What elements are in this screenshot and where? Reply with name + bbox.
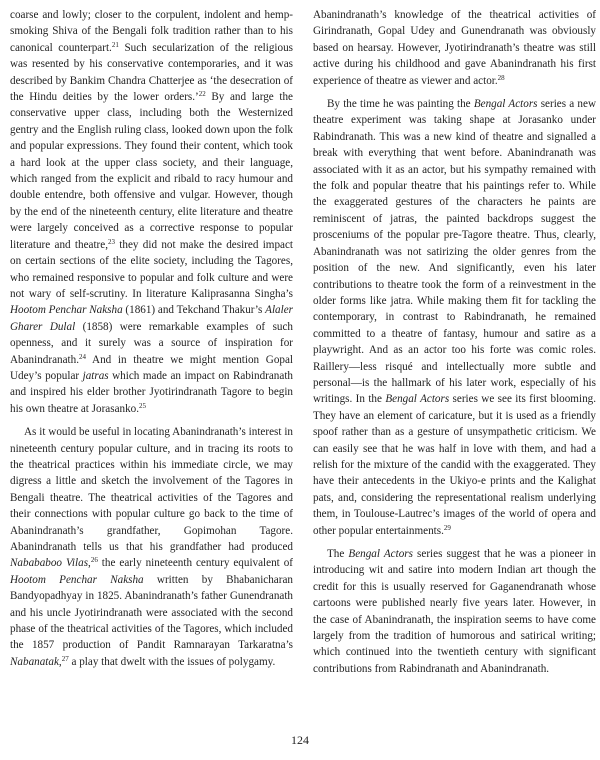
paragraph: coarse and lowly; closer to the corpulent, indolent and hemp-smoking Shiva of the Bengali folk tradition rather than to his canonical counterpart.$^{21}$ Such secularization of the religious was resented by his conservative contemporaries, and it was described by Bankim Chandra Chatterjee as ‘the desecration of the Hindu deities by the lower orders.’$^{22}$ By and large the conservative upper class, including both the Westernized gentry and the English ruling class, looked down upon the folk and popular expressions. They found their content, which took a hard look at the upper class society, and their language, which ranged from the explicit and ribald to racy humour and double entendre, both offensive and vulgar. However, though by the end of the nineteenth century, elite literature and theatre were largely conceived as a corrective response to popular literature and theatre,$^{23}$ they did not make the desired impact on certain sections of the elite society, including the Tagores, who remained responsive to popular and folk culture and were not wary of self-scrutiny. In literature Kaliprasanna Singha’s Hootom Penchar Naksha (1861) and Tekchand Thakur’s Alaler Gharer Dulal (1858) were remarkable examples of such openness, and it surely was a source of inspiration for Abanindranath.$^{24}$ And in theatre we might mention Gopal Udey’s popular jatras which made an impact on Rabindranath and inspired his elder brother Jyotirindranath Tagore to begin his own theatre at Jorasanko.$^{25}$ [10, 9, 294, 415]
footnote-marker: 28 [497, 73, 505, 82]
right-column [313, 7, 596, 677]
footnote-marker: 29 [443, 523, 451, 532]
italic-title: Alaler Gharer Dulal [10, 304, 293, 333]
italic-title: Hootom Penchar Naksha [10, 573, 144, 586]
left-column [10, 7, 293, 670]
italic-title: Bengal Actors [348, 548, 413, 560]
italic-title: Nabababoo Vilas [10, 557, 89, 570]
footnote-marker: 23 [108, 237, 115, 246]
paragraph: The Bengal Actors series suggest that he was a pioneer in introducing wit and satire into modern Indian art though the credit for this is usually reserved for Gaganendranath whose cartoons were published nearly five years later. However, in the case of Abanindranath, the inspiration seems to have come largely from the tradition of humorous and satirical writing; which continued into the twentieth century with significant contributions from Rabindranath and Abanindranath. [313, 548, 596, 675]
page-number: 124 [291, 733, 309, 747]
footnote-marker: 21 [111, 40, 119, 49]
italic-title: Bengal Actors [385, 393, 450, 406]
italic-title: Hootom Penchar Naksha [10, 304, 123, 317]
paragraph: By the time he was painting the Bengal Actors series a new theatre experiment was taking shape at Jorasanko under Rabindranath. This was a new kind of theatre and signalled a break with everything that went before. Abanindranath was associated with it as an actor, but his sympathy remained with the folk and popular theatre that his paintings refer to. While the exaggerated gestures of the characters he paints are reminiscent of jatras, the painted backdrops suggest the prosceniums of the popular pre-Tagore theatre. Thus, clearly, Abanindranath was not satirizing the older genres from the position of the new. And significantly, even his later contributions to theatre took the form of a reinvestment in the older forms like jatra. While making them fit for tackling the contemporary, in contrast to Rabindranath, he remained committed to a theatre of fantasy, humour and satire as a playwright. And as an actor too his forte was comic roles. Raillery—less risqué and intellectually more subtle and personal—is the hallmark of his later work, especially of his writings. In the Bengal Actors series we see its first blooming. They have an element of caricature, but it is used as a friendly spoof rather than as a gesture of unsympathetic criticism. We can easily see that he was half in love with them, and had a relish for the mixture of the candid with the exaggerated. They have their antecedents in the Ukiyo-e prints and the Kalighat pats, and, considering the representational realism underlying them, in Toulouse-Lautrec’s images of the world of opera and other popular entertainments.$^{29}$ [313, 98, 596, 537]
footnote-marker: 25 [139, 401, 147, 410]
italic-title: Bengal Actors [473, 98, 538, 111]
footnote-marker: 26 [90, 556, 98, 565]
italic-term: jatras [82, 369, 109, 382]
footnote-marker: 22 [198, 90, 206, 99]
italic-title: Nabanatak [10, 655, 59, 668]
footnote-marker: 27 [61, 654, 69, 663]
paragraph: Abanindranath’s knowledge of the theatrical activities of Girindranath, Gopal Udey and Gunendranath was obviously based on hearsay. However, Jyotirindranath’s theatre was still active during his childhood and gave Abanindranath his first experience of theatre as viewer and actor.$^{28}$ [313, 9, 596, 87]
footnote-marker: 24 [79, 352, 86, 361]
paragraph: As it would be useful in locating Abanindranath’s interest in nineteenth century popular culture, and in tracing its roots to the theatrical practices within his immediate circle, we may digress a little and sketch the involvement of the Tagores in Bengali theatre. The theatrical activities of the Tagores and their connections with popular culture go back to the time of Abanindranath’s grandfather, Gopimohan Tagore. Abanindranath tells us that his grandfather had produced Nabababoo Vilas,$^{26}$ the early nineteenth century equivalent of Hootom Penchar Naksha written by Bhabanicharan Bandyopadhyay in 1825. Abanindranath’s father Gunendranath and his uncle Jyotirindranath were associated with the second phase of the theatrical activities of the Tagores, which included the 1857 production of Pandit Ramnarayan Tarkaratna’s Nabanatak,$^{27}$ a play that dwelt with the issues of polygamy. [10, 426, 294, 668]
